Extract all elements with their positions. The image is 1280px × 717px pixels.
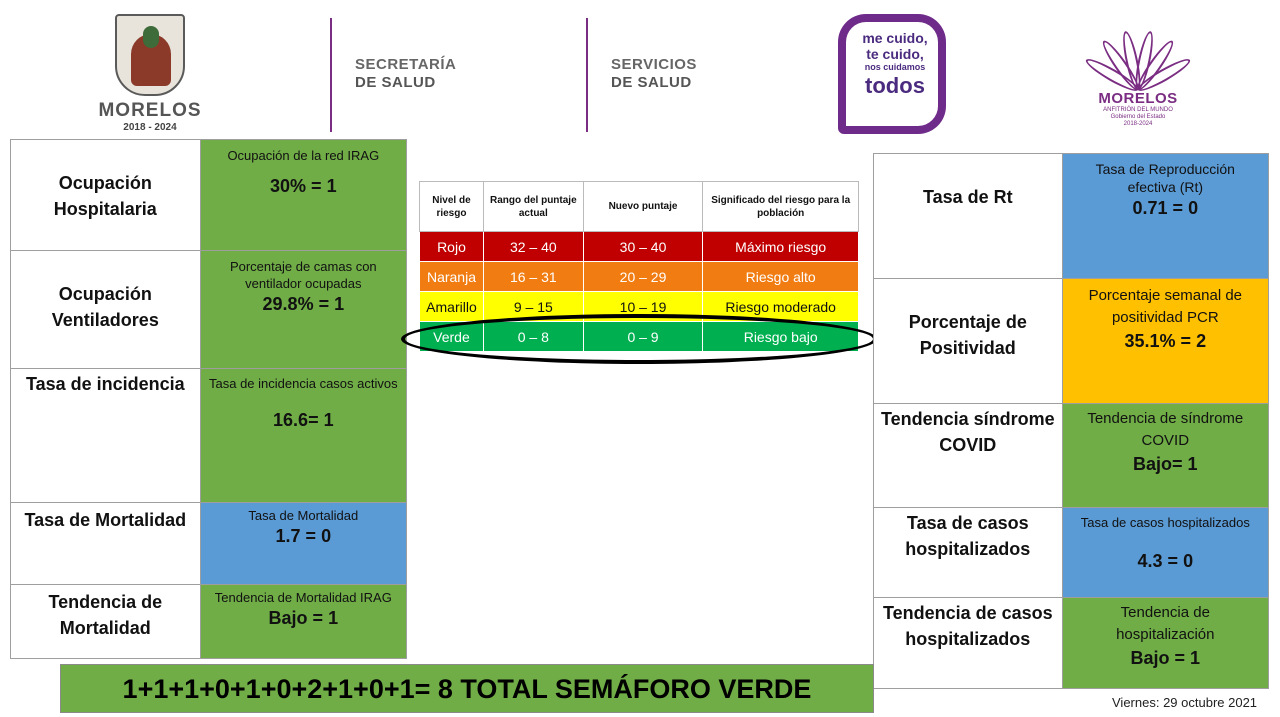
indicator-label: Porcentaje de Positividad: [874, 279, 1063, 404]
indicator-label: Tasa de incidencia: [11, 369, 201, 503]
flower-icon: [1098, 18, 1178, 90]
indicator-row: [874, 598, 1269, 689]
indicator-desc: Tendencia de hospitalización: [1116, 604, 1215, 643]
risk-new-score: 0 – 9: [583, 322, 703, 352]
risk-range: 32 – 40: [483, 232, 583, 262]
morelos-logo-years: 2018 - 2024: [123, 122, 177, 133]
risk-range: 0 – 8: [483, 322, 583, 352]
indicator-row: [874, 279, 1269, 404]
indicator-desc: Porcentaje de camas con ventilador ocupadas: [229, 259, 377, 291]
indicator-label: Tasa de Rt: [874, 154, 1063, 279]
servicios-logo: [611, 56, 697, 92]
indicator-row: [11, 503, 407, 585]
morelos-logo: [95, 14, 205, 133]
indicator-label: Tendencia de Mortalidad: [11, 585, 201, 659]
indicator-label: Ocupación Hospitalaria: [11, 140, 201, 251]
indicator-value-cell: [200, 369, 406, 503]
campaign-line4: todos: [865, 73, 925, 98]
indicator-value-cell: [200, 585, 406, 659]
risk-new-score: 10 – 19: [583, 292, 703, 322]
risk-header-cell: Nuevo puntaje: [583, 182, 703, 232]
indicator-label: Tasa de casos hospitalizados: [874, 508, 1063, 598]
indicator-score: 1.7 = 0: [275, 526, 332, 546]
indicator-score: Bajo= 1: [1133, 454, 1198, 474]
indicator-value-cell: [1062, 598, 1268, 689]
indicator-desc: Tendencia de Mortalidad IRAG: [214, 590, 392, 605]
morelos-logo-name: MORELOS: [98, 100, 202, 121]
risk-header-cell: Nivel de riesgo: [420, 182, 484, 232]
risk-meaning: Riesgo bajo: [703, 322, 859, 352]
indicator-score: 30% = 1: [270, 176, 337, 196]
indicator-value-cell: [1062, 154, 1268, 279]
risk-meaning: Riesgo moderado: [703, 292, 859, 322]
indicator-row: [11, 585, 407, 659]
secretaria-logo: [355, 56, 456, 92]
indicator-row: [874, 404, 1269, 508]
risk-new-score: 20 – 29: [583, 262, 703, 292]
indicator-label: Tendencia de casos hospitalizados: [874, 598, 1063, 689]
servicios-line2: DE SALUD: [611, 74, 692, 91]
indicator-score: 29.8% = 1: [262, 294, 345, 314]
risk-header-cell: Significado del riesgo para la población: [703, 182, 859, 232]
indicator-desc: Tasa de Reproducción efectiva (Rt): [1095, 161, 1235, 195]
risk-new-score: 30 – 40: [583, 232, 703, 262]
risk-level: Amarillo: [420, 292, 484, 322]
campaign-logo: [838, 14, 946, 134]
indicator-row: [874, 154, 1269, 279]
indicator-row: [11, 369, 407, 503]
campaign-line2: te cuido,: [866, 46, 924, 62]
right-indicator-table: [873, 153, 1269, 689]
gov-logo: [1088, 18, 1188, 128]
campaign-line1: me cuido,: [862, 30, 928, 46]
risk-meaning: Máximo riesgo: [703, 232, 859, 262]
report-date: Viernes: 29 octubre 2021: [1112, 695, 1258, 710]
gov-logo-sub1: ANFITRIÓN DEL MUNDO: [1103, 107, 1173, 113]
campaign-line3: nos cuidamos: [864, 62, 926, 72]
gov-logo-name: MORELOS: [1098, 90, 1178, 107]
risk-header-cell: Rango del puntaje actual: [483, 182, 583, 232]
risk-range: 9 – 15: [483, 292, 583, 322]
risk-range: 16 – 31: [483, 262, 583, 292]
risk-level: Verde: [420, 322, 484, 352]
indicator-score: 16.6= 1: [273, 410, 334, 430]
indicator-value-cell: [1062, 404, 1268, 508]
indicator-value-cell: [1062, 279, 1268, 404]
indicator-label: Tasa de Mortalidad: [11, 503, 201, 585]
indicator-desc: Tasa de incidencia casos activos: [209, 376, 398, 391]
indicator-desc: Porcentaje semanal de positividad PCR: [1088, 287, 1243, 326]
indicator-score: Bajo = 1: [1130, 648, 1201, 668]
risk-row-rojo: [420, 232, 859, 262]
left-indicator-table: [10, 139, 407, 659]
indicator-value-cell: [200, 140, 406, 251]
gov-logo-sub3: 2018-2024: [1123, 121, 1153, 127]
gov-logo-sub2: Gobierno del Estado: [1110, 114, 1166, 120]
indicator-score: 35.1% = 2: [1124, 331, 1207, 351]
indicator-row: [874, 508, 1269, 598]
indicator-desc: Tasa de Mortalidad: [248, 508, 359, 523]
risk-level: Rojo: [420, 232, 484, 262]
indicator-score: Bajo = 1: [268, 608, 339, 628]
indicator-desc: Tasa de casos hospitalizados: [1080, 515, 1250, 530]
secretaria-line1: SECRETARÍA: [355, 56, 457, 73]
indicator-desc: Tendencia de síndrome COVID: [1087, 410, 1244, 449]
risk-level: Naranja: [420, 262, 484, 292]
indicator-label: Tendencia síndrome COVID: [874, 404, 1063, 508]
indicator-value-cell: [200, 503, 406, 585]
header-divider: [586, 18, 588, 132]
morelos-seal-icon: [115, 14, 185, 96]
indicator-value-cell: [200, 251, 406, 369]
servicios-line1: SERVICIOS: [611, 56, 697, 73]
indicator-row: [11, 140, 407, 251]
indicator-score: 4.3 = 0: [1137, 551, 1194, 571]
indicator-value-cell: [1062, 508, 1268, 598]
indicator-desc: Ocupación de la red IRAG: [227, 148, 380, 163]
secretaria-line2: DE SALUD: [355, 74, 436, 91]
total-score-bar: 1+1+1+0+1+0+2+1+0+1= 8 TOTAL SEMÁFORO VERDE: [60, 664, 874, 713]
risk-meaning: Riesgo alto: [703, 262, 859, 292]
highlight-ellipse: [401, 314, 877, 364]
indicator-row: [11, 251, 407, 369]
indicator-label: Ocupación Ventiladores: [11, 251, 201, 369]
risk-row-naranja: [420, 262, 859, 292]
indicator-score: 0.71 = 0: [1132, 198, 1199, 218]
header-divider: [330, 18, 332, 132]
risk-table-header: [420, 182, 859, 232]
header: [0, 0, 1280, 140]
